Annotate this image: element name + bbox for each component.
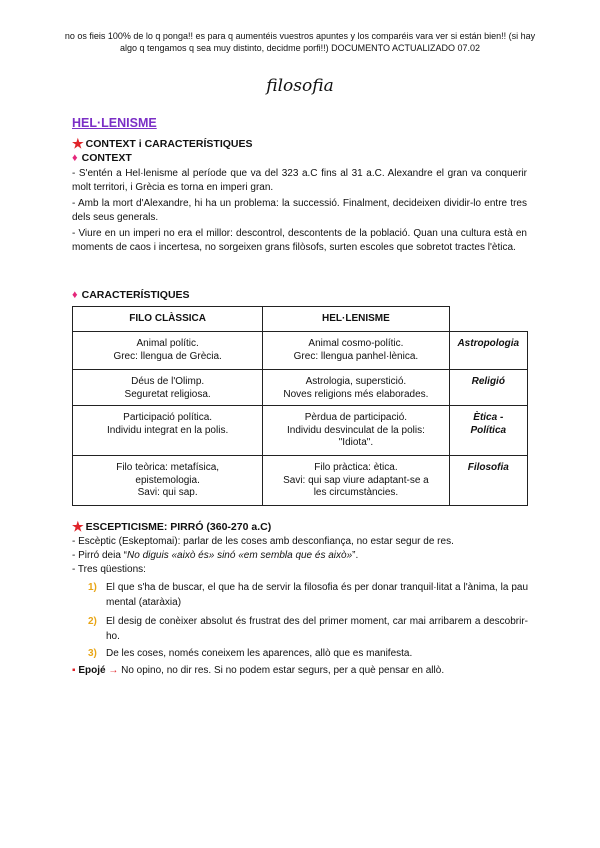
table-cell-classica [73,406,263,456]
table-cell-classica [73,456,263,506]
table-cell-category: Astropologia [449,332,527,370]
table-row [73,370,528,406]
diamond-icon: ♦ [72,152,78,164]
pirro-quote: No diguis «això és» sinó «em sembla que és això» [127,550,353,561]
list-number: 3) [88,648,97,659]
section-title: HEL·LENISME [72,116,157,130]
table-row [73,332,528,370]
characteristics-heading-text: CARACTERÍSTIQUES [81,289,190,301]
cell-line: Savi: qui sap viure adaptant-se a [283,474,429,486]
square-bullet-icon: ▪ [72,665,76,676]
scepticism-heading [72,519,271,535]
epoje-line [72,664,444,678]
scepticism-definition: - Escèptic (Eskeptomai): parlar de les coses amb desconfiança, no estar segur de res. [72,536,454,547]
context-paragraph-1: - S'entén a Hel·lenisme al període que va del 323 a.C fins al 31 a.C. Alexandre el gran va conquerir molt territori, i Grècia es torna en imperi gran. [72,168,527,193]
cell-line: Individu desvinculat de la polis: [286,424,425,436]
cell-line: epistemologia. [135,474,200,486]
table-cell-classica [73,332,263,370]
cell-line: Ètica - [473,412,504,423]
list-text: De les coses, només coneixem les aparences, allò que es manifesta. [106,648,413,659]
cell-line: Animal polític. [136,338,199,349]
table-cell-hellenisme [263,332,449,370]
cell-line: Filo teòrica: metafísica, [116,462,220,473]
cell-line: Astrologia, superstició. [305,376,407,387]
three-questions-label: - Tres qüestions: [72,564,146,575]
arrow-right-icon: → [108,665,119,676]
cell-line: Déus de l'Olimp. [131,376,205,387]
diamond-icon: ♦ [72,289,78,301]
cell-line: Savi: qui sap. [137,487,198,498]
star-icon: ★ [72,519,84,534]
cell-line: Grec: llengua de Grècia. [113,350,222,362]
cell-line: Animal cosmo-polític. [308,338,404,349]
table-cell-hellenisme [263,370,449,406]
characteristics-heading [72,289,190,301]
table-row [73,406,528,456]
table-cell-category [449,406,527,456]
table-row [73,456,528,506]
table-cell-hellenisme [263,456,449,506]
epoje-term: Epojé [78,665,106,676]
pirro-quote-line [72,549,358,563]
table-cell-category: Religió [449,370,527,406]
context-heading [72,136,253,152]
quote-suffix: ”. [352,550,359,561]
context-heading-text: CONTEXT i CARACTERÍSTIQUES [85,138,253,150]
scepticism-heading-text: ESCEPTICISME: PIRRÓ (360-270 a.C) [85,521,272,533]
list-item [88,614,528,644]
star-icon: ★ [72,136,84,151]
list-item [88,646,528,661]
disclaimer-notice: no os fieis 100% de lo q ponga!! es para q aumentéis vuestros apuntes y los comparéis vara ver si están bien!! (si hay algo q tengamos q sea muy distinto, decidme porfi!!) DOCUMENTO ACTUALIZADO 07.02 [64,31,536,53]
cell-line: Participació política. [123,412,213,423]
table-cell-classica [73,370,263,406]
cell-line: Individu integrat en la polis. [107,424,229,436]
epoje-text: No opino, no dir res. Si no podem estar segurs, per a què pensar en allò. [118,665,445,676]
cell-line: Grec: llengua panhel·lènica. [293,350,419,362]
quote-prefix: - Pirró deia “ [72,550,128,561]
table-cell-category: Filosofia [449,456,527,506]
table-header-row [73,307,528,332]
cell-line: les circumstàncies. [313,487,399,498]
cell-line: "Idiota". [338,437,374,448]
context-subheading [72,152,132,164]
list-text: El desig de conèixer absolut és frustrat des del primer moment, car mai arribarem a descobrir-ho. [106,616,528,642]
context-paragraph-3: - Viure en un imperi no era el millor: descontrol, descontents de la població. Quan una cultura està en moments de caos i incertesa, no sorgeixen grans filòsofs, surten escoles que sobretot tractes l'ètica. [72,228,527,253]
list-item [88,580,528,610]
comparison-table [72,306,528,506]
cell-line: Noves religions més elaborades. [283,388,429,400]
list-number: 2) [88,616,97,627]
table-header-hellenisme: HEL·LENISME [263,307,449,332]
context-paragraph-2: - Amb la mort d'Alexandre, hi ha un problema: la successió. Finalment, decideixen dividir-lo entre tres dels seus generals. [72,198,527,223]
cell-line: Seguretat religiosa. [124,388,211,400]
table-header-empty [449,307,527,332]
context-subheading-text: CONTEXT [81,152,132,164]
list-text: El que s'ha de buscar, el que ha de servir la filosofia és per donar tranquil·litat a l'ànima, la pau mental (ataràxia) [106,582,528,608]
cell-line: Filo pràctica: ètica. [314,462,398,473]
cell-line: Política [470,424,507,436]
subject-title: filosofia [266,76,334,96]
table-header-classica: FILO CLÀSSICA [73,307,263,332]
list-number: 1) [88,582,97,593]
cell-line: Pèrdua de participació. [304,412,408,423]
table-cell-hellenisme [263,406,449,456]
